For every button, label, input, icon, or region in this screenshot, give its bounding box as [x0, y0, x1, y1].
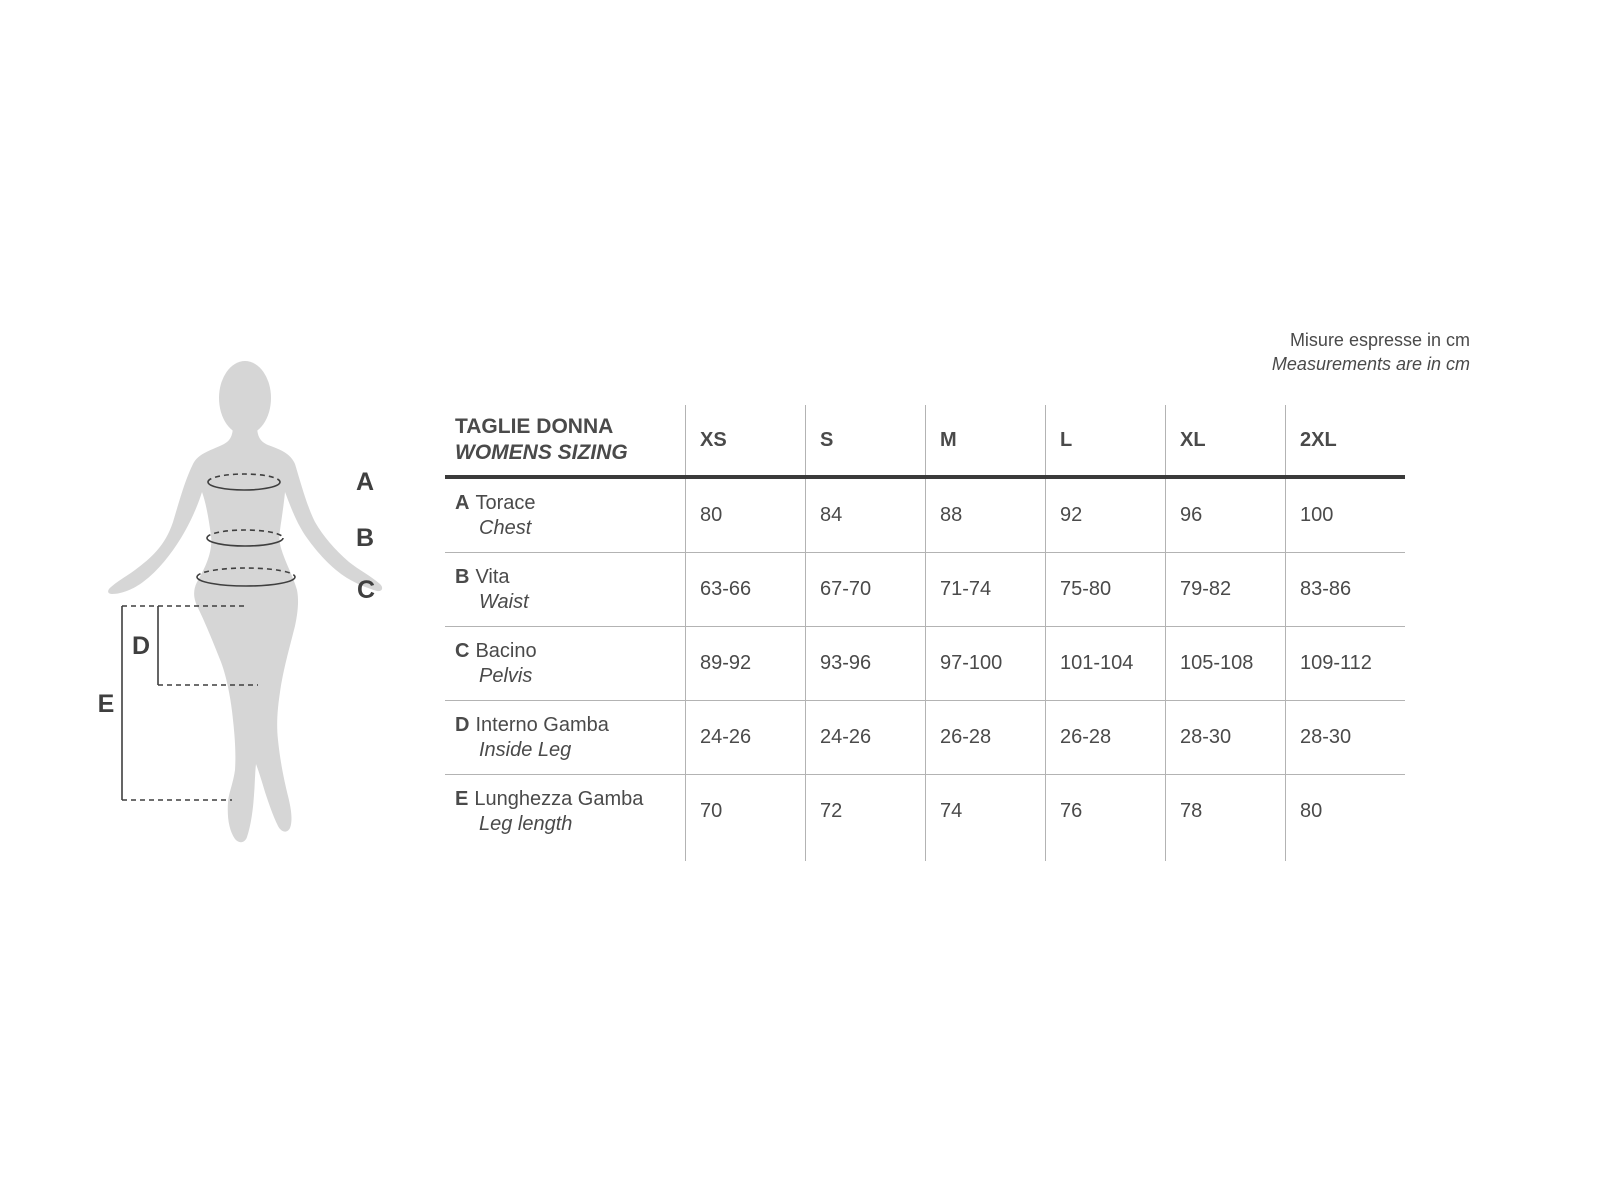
chest-value-l: 92 [1045, 479, 1165, 552]
row-label-chest [445, 479, 685, 552]
marker-label-e: E [97, 690, 115, 718]
waist-value-s: 67-70 [805, 553, 925, 626]
row-letter: A [455, 491, 470, 514]
row-label-leg-length [445, 775, 685, 848]
table-title-italian: TAGLIE DONNA [455, 415, 614, 438]
waist-value-m: 71-74 [925, 553, 1045, 626]
units-note-english: Measurements are in cm [1271, 354, 1470, 374]
pelvis-value-l: 101-104 [1045, 627, 1165, 700]
row-letter: E [455, 787, 469, 810]
female-silhouette-svg [85, 340, 405, 880]
chest-value-xl: 96 [1165, 479, 1285, 552]
leg-length-value-2xl: 80 [1285, 775, 1405, 848]
size-header-m: M [925, 405, 1045, 475]
leg-length-value-xs: 70 [685, 775, 805, 848]
waist-value-2xl: 83-86 [1285, 553, 1405, 626]
row-name-italian: Lunghezza Gamba [474, 787, 644, 810]
row-letter: D [455, 713, 470, 736]
leg-length-value-s: 72 [805, 775, 925, 848]
units-note [1272, 328, 1470, 376]
waist-value-xl: 79-82 [1165, 553, 1285, 626]
row-name-italian: Vita [475, 565, 510, 588]
table-row-chest [445, 479, 1405, 552]
marker-label-c: C [356, 576, 376, 604]
size-header-s: S [805, 405, 925, 475]
figure-head [219, 361, 271, 435]
leg-length-value-xl: 78 [1165, 775, 1285, 848]
waist-value-xs: 63-66 [685, 553, 805, 626]
leg-length-value-l: 76 [1045, 775, 1165, 848]
chest-value-2xl: 100 [1285, 479, 1405, 552]
row-letter: B [455, 565, 470, 588]
inside-leg-value-s: 24-26 [805, 701, 925, 774]
pelvis-value-m: 97-100 [925, 627, 1045, 700]
row-letter: C [455, 639, 470, 662]
pelvis-value-xl: 105-108 [1165, 627, 1285, 700]
units-note-italian: Misure espresse in cm [1289, 330, 1470, 350]
chest-value-s: 84 [805, 479, 925, 552]
inside-leg-value-xl: 28-30 [1165, 701, 1285, 774]
marker-label-d: D [131, 632, 151, 660]
row-name-english: Inside Leg [479, 738, 572, 761]
row-name-italian: Bacino [475, 639, 537, 662]
sizing-table [445, 405, 1405, 861]
pelvis-value-s: 93-96 [805, 627, 925, 700]
size-header-xs: XS [685, 405, 805, 475]
waist-value-l: 75-80 [1045, 553, 1165, 626]
pelvis-value-2xl: 109-112 [1285, 627, 1405, 700]
pelvis-value-xs: 89-92 [685, 627, 805, 700]
chest-value-xs: 80 [685, 479, 805, 552]
table-title-english: WOMENS SIZING [455, 441, 628, 464]
row-name-italian: Torace [475, 491, 536, 514]
row-label-inside-leg [445, 701, 685, 774]
row-label-pelvis [445, 627, 685, 700]
table-row-leg-length [445, 774, 1405, 848]
column-rules-tail [445, 848, 1405, 861]
inside-leg-value-l: 26-28 [1045, 701, 1165, 774]
chest-value-m: 88 [925, 479, 1045, 552]
row-name-english: Chest [479, 516, 532, 539]
inside-leg-value-m: 26-28 [925, 701, 1045, 774]
table-row-inside-leg [445, 700, 1405, 774]
marker-label-b: B [355, 524, 375, 552]
row-name-english: Waist [479, 590, 529, 613]
inside-leg-value-xs: 24-26 [685, 701, 805, 774]
table-title [445, 405, 685, 475]
body-measurement-diagram [85, 340, 405, 880]
marker-label-a: A [355, 468, 375, 496]
size-header-l: L [1045, 405, 1165, 475]
row-name-english: Leg length [479, 812, 573, 835]
row-name-italian: Interno Gamba [475, 713, 609, 736]
table-row-waist [445, 552, 1405, 626]
row-name-english: Pelvis [479, 664, 533, 687]
size-header-xl: XL [1165, 405, 1285, 475]
inside-leg-value-2xl: 28-30 [1285, 701, 1405, 774]
table-row-pelvis [445, 626, 1405, 700]
size-header-2xl: 2XL [1285, 405, 1405, 475]
row-label-waist [445, 553, 685, 626]
leg-length-value-m: 74 [925, 775, 1045, 848]
sizing-table-header [445, 405, 1405, 479]
